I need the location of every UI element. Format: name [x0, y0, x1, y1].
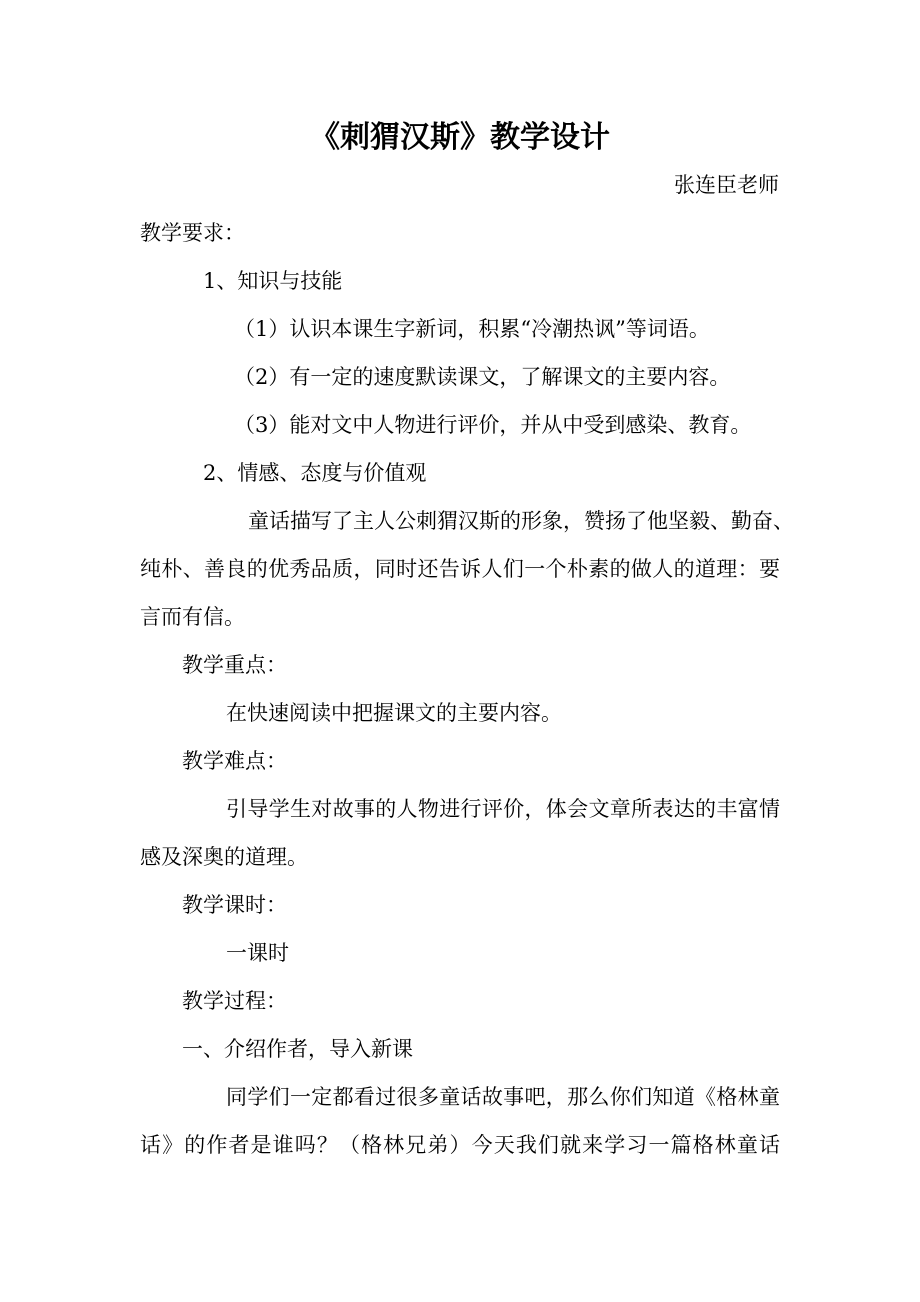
paragraph-line: 在快速阅读中把握课文的主要内容。 [226, 701, 562, 725]
section-heading-difficulties: 教学难点： [182, 749, 287, 773]
paragraph-line: 感及深奥的道理。 [140, 845, 308, 869]
paragraph-line: 言而有信。 [140, 605, 245, 629]
section-heading-key-points: 教学重点： [182, 653, 287, 677]
list-item: （1）认识本课生字新词，积累“冷潮热讽”等词语。 [234, 317, 710, 341]
paragraph-line: 纯朴、善良的优秀品质，同时还告诉人们一个朴素的做人的道理：要 [140, 557, 780, 581]
paragraph-line: 同学们一定都看过很多童话故事吧，那么你们知道《格林童 [226, 1085, 780, 1109]
section-heading-process: 教学过程： [182, 989, 287, 1013]
section-heading-requirements: 教学要求： [140, 221, 245, 245]
list-item: （2）有一定的速度默读课文，了解课文的主要内容。 [234, 365, 731, 389]
subheading-emotion-values: 2、情感、态度与价值观 [203, 461, 427, 485]
paragraph-line: 一课时 [226, 941, 289, 965]
subheading-introduce-author: 一、介绍作者，导入新课 [182, 1037, 413, 1061]
paragraph-line: 童话描写了主人公刺猬汉斯的形象，赞扬了他坚毅、勤奋、 [248, 509, 794, 533]
paragraph-line: 话》的作者是谁吗？（格林兄弟）今天我们就来学习一篇格林童话 [140, 1133, 780, 1157]
author-name: 张连臣老师 [674, 173, 779, 197]
subheading-knowledge-skills: 1、知识与技能 [203, 269, 343, 293]
list-item: （3）能对文中人物进行评价，并从中受到感染、教育。 [234, 413, 752, 437]
section-heading-class-hours: 教学课时： [182, 893, 287, 917]
paragraph-line: 引导学生对故事的人物进行评价，体会文章所表达的丰富情 [226, 797, 780, 821]
document-title: 《刺猬汉斯》教学设计 [310, 120, 610, 155]
